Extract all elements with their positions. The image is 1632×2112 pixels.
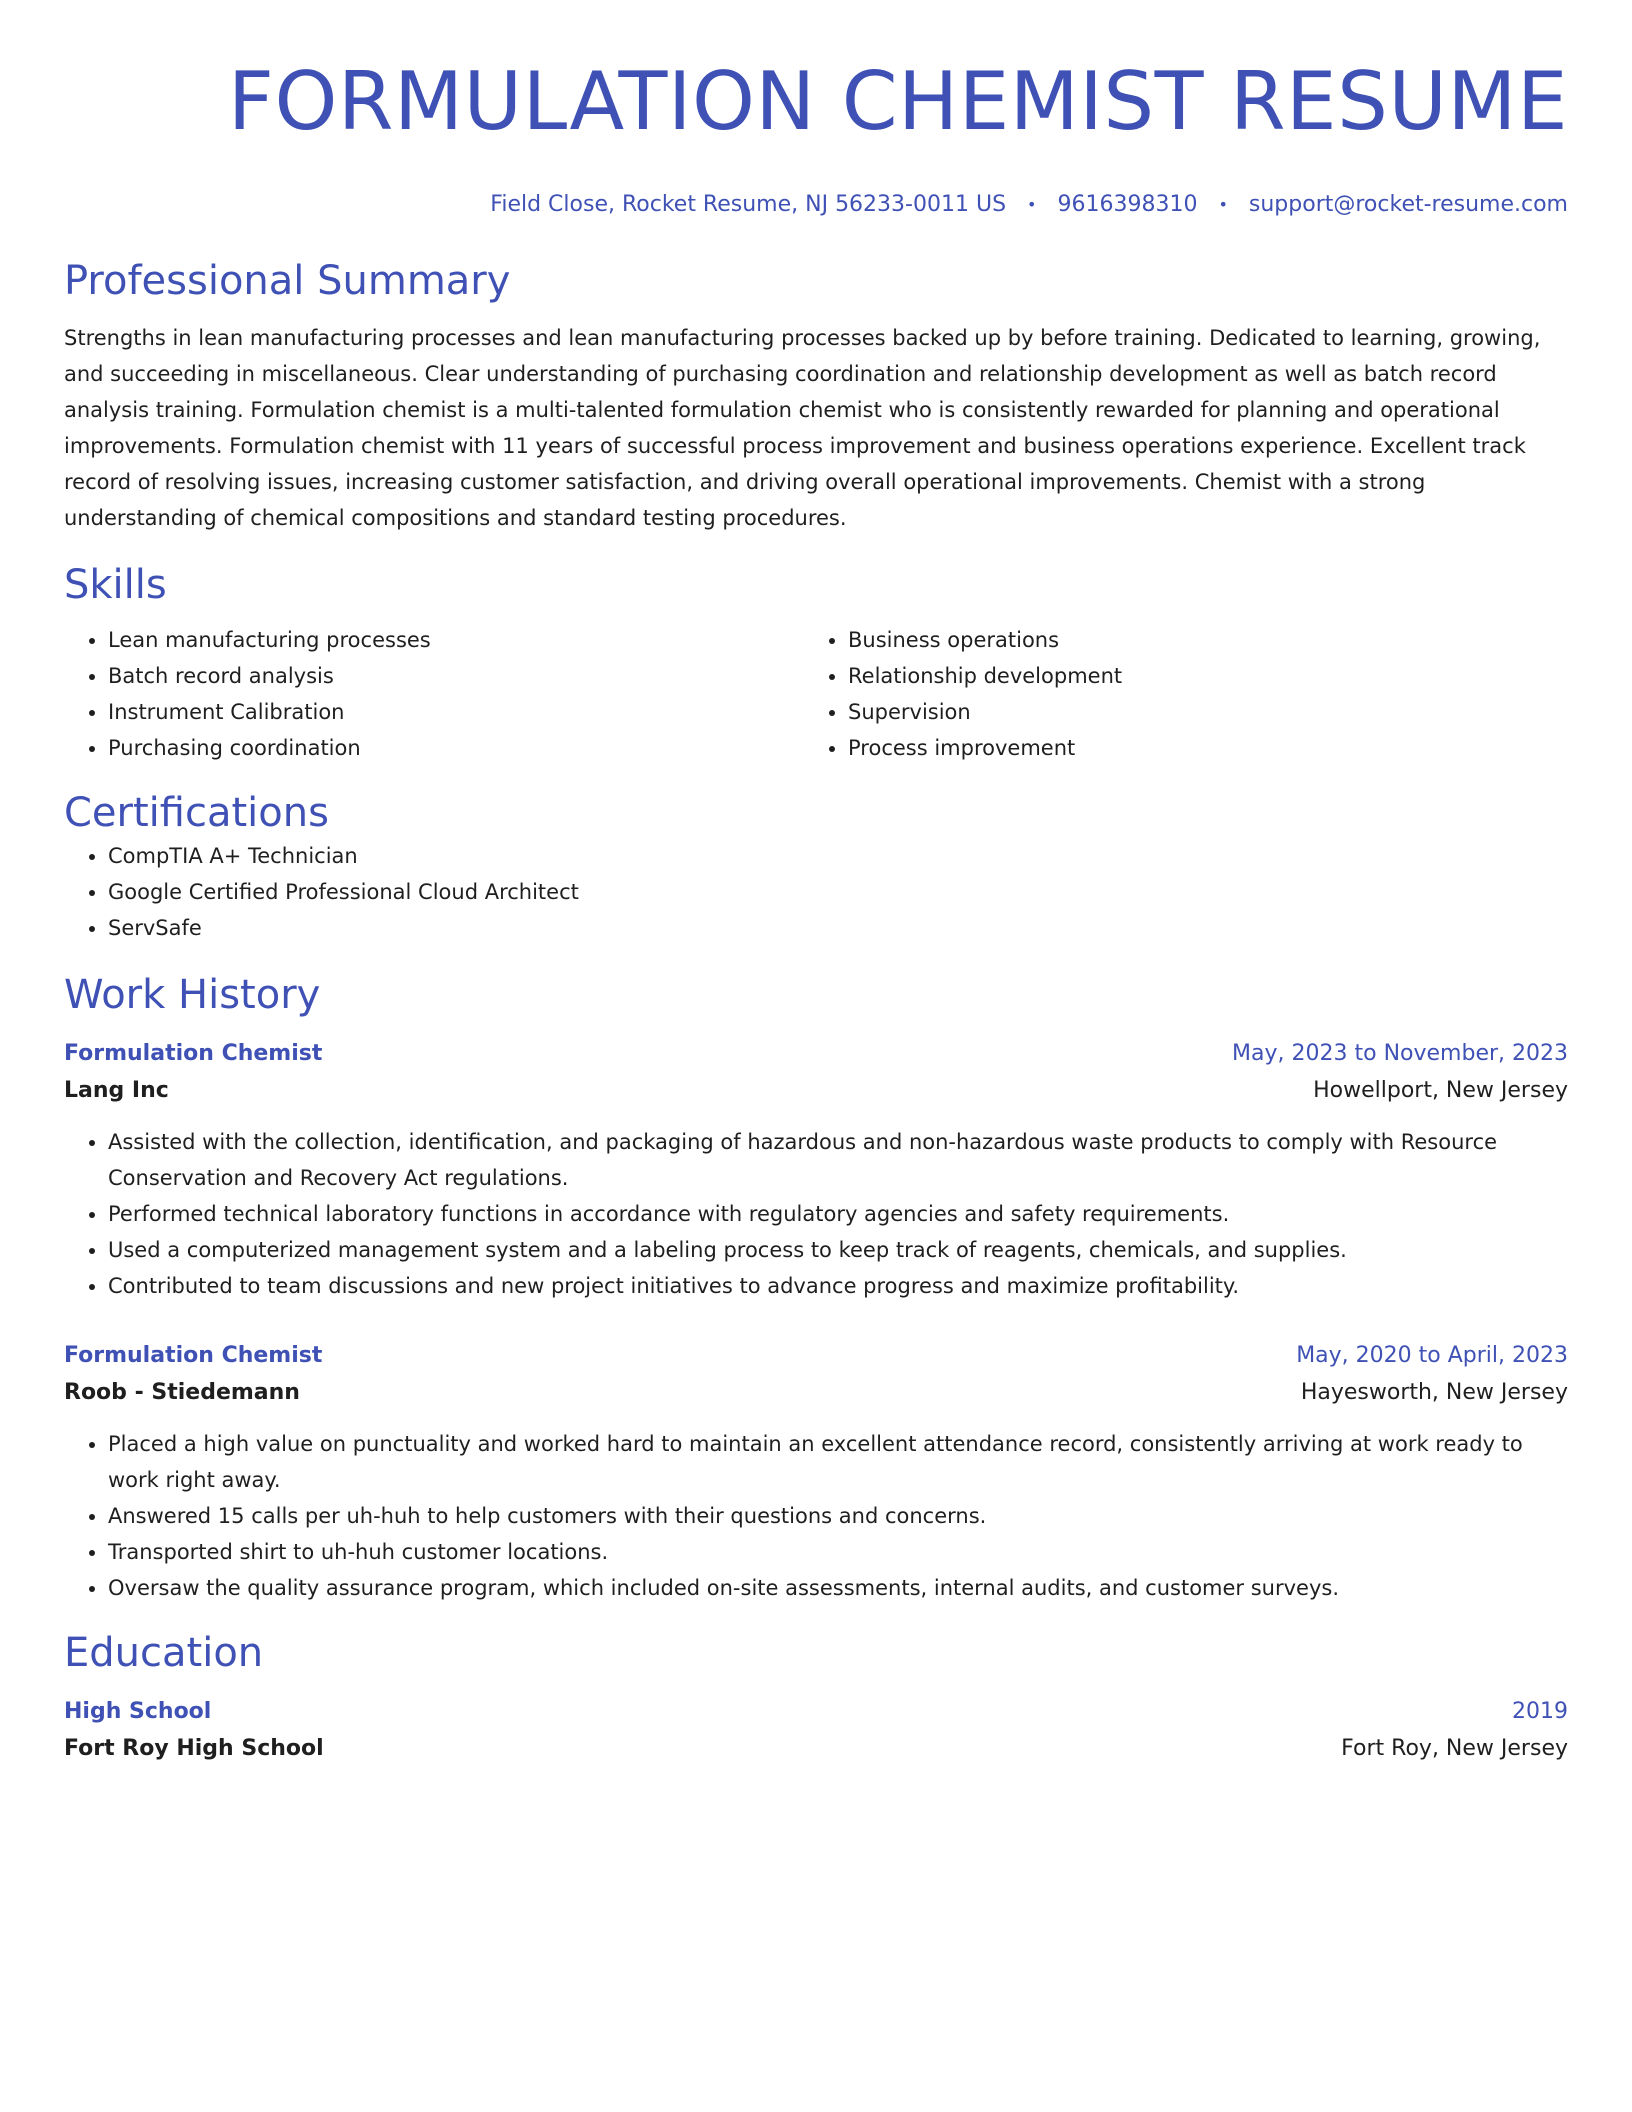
- job-bullet: • Contributed to team discussions and new project initiatives to advance progress and maximize profitability.: [108, 1268, 1568, 1304]
- skill-item: • Process improvement: [848, 730, 1544, 766]
- certifications-list: [64, 838, 1568, 946]
- education-entry-header: [64, 1694, 1568, 1730]
- section-title-certifications: Certifications: [64, 790, 329, 836]
- job-dates: May, 2020 to April, 2023: [1296, 1343, 1568, 1368]
- skill-item: • Batch record analysis: [108, 658, 804, 694]
- education-entry: [64, 1694, 1568, 1768]
- section-title-work-history: Work History: [64, 972, 321, 1018]
- education-entry-subheader: [64, 1730, 1568, 1768]
- job-dates: May, 2023 to November, 2023: [1232, 1041, 1568, 1066]
- job-location: Hayesworth, New Jersey: [1300, 1380, 1568, 1405]
- job-bullets: [64, 1426, 1568, 1606]
- job-title: Formulation Chemist: [64, 1041, 323, 1066]
- contact-line: [64, 190, 1568, 220]
- skill-item: • Business operations: [848, 622, 1544, 658]
- school-name: Fort Roy High School: [64, 1736, 324, 1761]
- job-bullet: • Oversaw the quality assurance program, which included on-site assessments, internal audits, and customer surveys.: [108, 1570, 1568, 1606]
- school-location: Fort Roy, New Jersey: [1341, 1736, 1568, 1761]
- job-location: Howellport, New Jersey: [1313, 1078, 1568, 1103]
- contact-address: Field Close, Rocket Resume, NJ 56233-0011 US: [490, 192, 1007, 217]
- skill-item: • Purchasing coordination: [108, 730, 804, 766]
- job-bullet: • Placed a high value on punctuality and worked hard to maintain an excellent attendance record, consistently arriving at work ready to work right away.: [108, 1426, 1568, 1498]
- work-entry-header: [64, 1036, 1568, 1072]
- skill-item: • Lean manufacturing processes: [108, 622, 804, 658]
- bullet-separator: •: [1027, 195, 1037, 214]
- skills-column-right: [804, 622, 1544, 766]
- section-title-summary: Professional Summary: [64, 258, 511, 304]
- certification-item: • CompTIA A+ Technician: [108, 838, 1568, 874]
- degree: High School: [64, 1699, 212, 1724]
- skills-column-left: [64, 622, 804, 766]
- job-bullet: • Assisted with the collection, identification, and packaging of hazardous and non-hazardous waste products to comply with Resource Conservation and Recovery Act regulations.: [108, 1124, 1568, 1196]
- skill-item: • Instrument Calibration: [108, 694, 804, 730]
- company-name: Lang Inc: [64, 1078, 169, 1103]
- company-name: Roob - Stiedemann: [64, 1380, 300, 1405]
- skills-list-right: [804, 622, 1544, 766]
- contact-email: support@rocket-resume.com: [1248, 192, 1568, 217]
- graduation-year: 2019: [1512, 1699, 1568, 1724]
- skill-item: • Supervision: [848, 694, 1544, 730]
- job-bullets: [64, 1124, 1568, 1304]
- skill-item: • Relationship development: [848, 658, 1544, 694]
- resume-header: [64, 52, 1568, 220]
- job-bullet: • Answered 15 calls per uh-huh to help customers with their questions and concerns.: [108, 1498, 1568, 1534]
- work-entry: [64, 1036, 1568, 1304]
- section-title-skills: Skills: [64, 562, 167, 608]
- work-entry-header: [64, 1338, 1568, 1374]
- job-bullet: • Used a computerized management system and a labeling process to keep track of reagents, chemicals, and supplies.: [108, 1232, 1568, 1268]
- resume-title: FORMULATION CHEMIST RESUME: [227, 55, 1568, 148]
- work-entry-subheader: [64, 1374, 1568, 1412]
- work-entry-subheader: [64, 1072, 1568, 1110]
- certification-item: • Google Certified Professional Cloud Architect: [108, 874, 1568, 910]
- skills-list-left: [64, 622, 804, 766]
- summary-paragraph: Strengths in lean manufacturing processes and lean manufacturing processes backed up by before training. Dedicated to learning, growing, and succeeding in miscellaneous. Clear understanding of purchasing coordination and relationship development as well as batch record analysis training. Formulation chemist is a multi-talented formulation chemist who is consistently rewarded for planning and operational improvements. Formulation chemist with 11 years of successful process improvement and business operations experience. Excellent track record of resolving issues, increasing customer satisfaction, and driving overall operational improvements. Chemist with a strong understanding of chemical compositions and standard testing procedures.: [64, 326, 1541, 530]
- work-entry: [64, 1338, 1568, 1606]
- job-title: Formulation Chemist: [64, 1343, 323, 1368]
- contact-phone: 9616398310: [1057, 192, 1198, 217]
- job-bullet: • Transported shirt to uh-huh customer locations.: [108, 1534, 1568, 1570]
- certification-item: • ServSafe: [108, 910, 1568, 946]
- bullet-separator: •: [1218, 195, 1228, 214]
- job-bullet: • Performed technical laboratory functions in accordance with regulatory agencies and safety requirements.: [108, 1196, 1568, 1232]
- section-title-education: Education: [64, 1630, 264, 1676]
- skills-columns: [64, 622, 1568, 766]
